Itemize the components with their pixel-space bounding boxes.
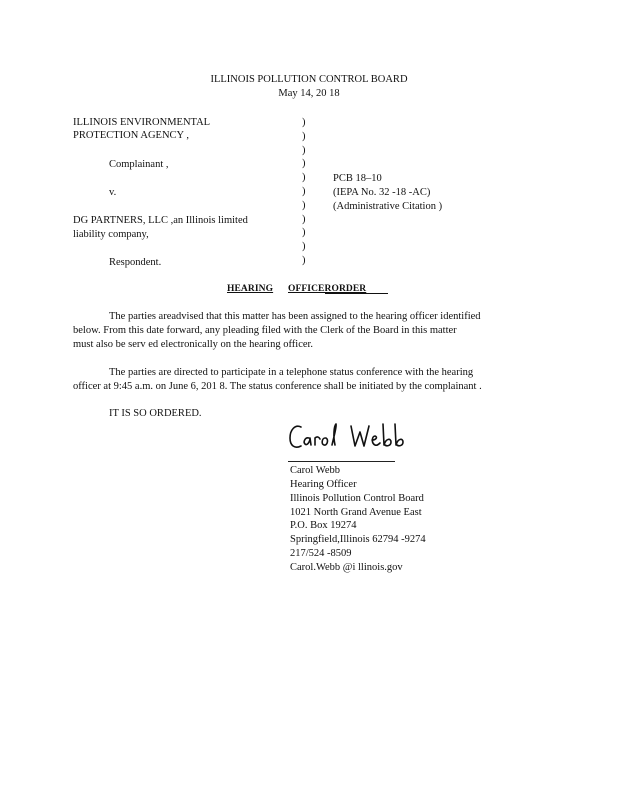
order-title-underline [325,293,388,294]
case-number: PCB 18–10 [333,173,382,184]
handwritten-signature [287,418,417,460]
paragraph1-line3: must also be serv ed electronically on the hearing officer. [73,339,314,350]
complainant-name-line1: ILLINOIS ENVIRONMENTAL [73,117,211,128]
paren: ) [302,185,306,197]
paren: ) [302,254,306,266]
paren: ) [302,117,306,128]
paren: ) [302,199,306,211]
signer-email: Carol.Webb @i llinois.gov [290,562,403,573]
signer-name: Carol Webb [290,465,340,476]
signer-title: Hearing Officer [290,479,357,490]
respondent-name-line1: DG PARTNERS, LLC ,an Illinois limited [73,215,248,226]
signer-city: Springfield,Illinois 62794 -9274 [290,534,426,545]
order-title-officer-order: OFFICERORDER [288,284,367,294]
paren: ) [302,241,306,253]
signer-po-box: P.O. Box 19274 [290,520,357,531]
signer-phone: 217/524 -8509 [290,548,352,559]
complainant-role: Complainant , [109,159,169,170]
order-date: May 14, 20 18 [278,88,340,99]
iepa-number: (IEPA No. 32 -18 -AC) [333,187,431,198]
closing-ordered: IT IS SO ORDERED. [109,408,202,419]
paragraph2-line2: officer at 9:45 a.m. on June 6, 201 8. The status conference shall be initiated by the complainant . [73,381,482,392]
board-title: ILLINOIS POLLUTION CONTROL BOARD [210,74,408,85]
paragraph1-line2: below. From this date forward, any pleading filed with the Clerk of the Board in this matter [73,325,457,336]
paren: ) [302,158,306,170]
paren: ) [302,172,306,184]
order-title-hearing: HEARING [227,284,274,294]
signer-street: 1021 North Grand Avenue East [290,507,422,518]
respondent-name-line2: liability company, [73,229,149,240]
signature-line [288,461,395,462]
signer-organization: Illinois Pollution Control Board [290,493,424,504]
respondent-role: Respondent. [109,257,162,268]
complainant-name-line2: PROTECTION AGENCY , [73,130,189,141]
paren: ) [302,144,306,156]
versus: v. [109,187,117,198]
paren: ) [302,227,306,239]
case-type: (Administrative Citation ) [333,201,443,212]
caption-parens [302,116,310,268]
paragraph1-line1: The parties areadvised that this matter has been assigned to the hearing officer identified [109,311,481,322]
paren: ) [302,130,306,142]
paren: ) [302,213,306,225]
paragraph2-line1: The parties are directed to participate in a telephone status conference with the hearing [109,367,474,378]
